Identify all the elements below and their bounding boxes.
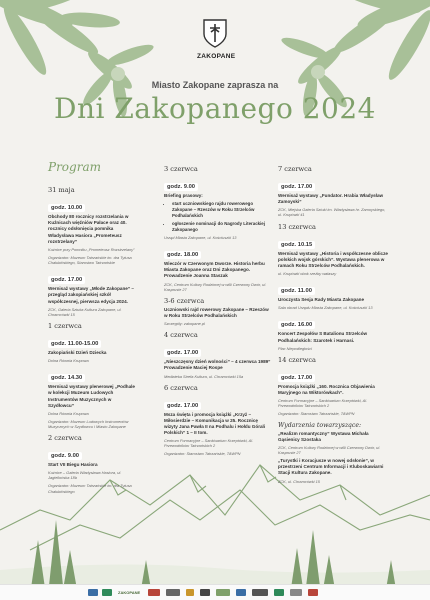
event-location: ZCK, Miejska Galeria Sztuki im. Władysława hr. Zamoyskiego, ul. Krupówki 41 bbox=[278, 207, 386, 218]
program-column-2 bbox=[164, 160, 272, 460]
sponsor-logo bbox=[236, 589, 246, 596]
sponsor-logo-text: ZAKOPANE bbox=[118, 590, 141, 595]
program-column-3 bbox=[278, 160, 388, 487]
event-time: godz. 17.00 bbox=[278, 374, 315, 382]
day-heading: 1 czerwca bbox=[48, 321, 82, 330]
event-location: Kuźnice – Galeria Władysława Hasiora, ul. Jagiellońska 18b bbox=[48, 470, 122, 481]
event-location: Centrum Formacyjne – Sanktuarium Krzeptówki, Al. Przewodników Tatrzańskich 2 bbox=[164, 438, 254, 449]
event-location: Sala obrad Urzędu Miasta Zakopane, ul. Kościuszki 13 bbox=[278, 305, 373, 311]
program-heading: Program bbox=[48, 160, 101, 174]
event-location: Mediateka Strefa Kultura, ul. Chramcówki 15a bbox=[164, 373, 244, 379]
event-description: Uczniowski rajd rowerowy Zakopane – Rzeszów w Roku Strzelców Podhalańskich bbox=[164, 306, 269, 318]
event-description: Wernisaż wystawy „Młode Zakopane” – przegląd zakopiańskiej szkół współczesnej, pierwsza edycja 2024. bbox=[48, 286, 134, 304]
accompanying-events-heading: Wydarzenia towarzyszące: bbox=[278, 421, 362, 429]
briefing-list bbox=[164, 201, 272, 233]
sponsor-logo bbox=[186, 589, 194, 596]
logo-text: ZAKOPANE bbox=[197, 53, 236, 60]
list-item: • start uczniowskiego rajdu rowerowego Zakopane – Rzeszów w Roku Strzelców Podhalańskich bbox=[172, 201, 272, 219]
day-heading: 3 czerwca bbox=[164, 165, 198, 173]
event-location: ZCK, Centrum Kultury Rodzinnej w willi Czerwony Dwór, ul. Kasprusie 27 bbox=[278, 444, 381, 455]
event-description: Msza święta i promocja książki „Krzyż – Miłosierdzie – Komunikacja w 25. Rocznicę wizyty Jana Pawła II na Podhalu i Hołdu Górali Polskich” 1 – II tom. bbox=[164, 411, 266, 436]
event-location: ZCK, Galeria Sztuka Kultura Zakopane, ul. Chramcówki 15 bbox=[48, 306, 122, 317]
day-heading: 4 czerwca bbox=[164, 331, 198, 340]
event-description: „Realizm romantyczny” Wystawa Michała Gąsienicy Szostaka bbox=[278, 430, 369, 442]
day-heading: 14 czerwca bbox=[278, 355, 316, 364]
event-time: godz. 16.00 bbox=[278, 321, 315, 329]
event-description: Wernisaż wystawy „Fundator. Hrabia Władysław Zamoyski” bbox=[278, 193, 384, 205]
sponsor-logo bbox=[252, 589, 268, 596]
event-time: godz. 17.00 bbox=[164, 402, 201, 410]
event-description: Zakopiański Dzień Dziecka bbox=[48, 349, 107, 355]
sponsor-logo bbox=[290, 589, 302, 596]
event-description: Koncert Zespołów S Batalionu Strzelców Podhalańskich: Szarotek i Harnasi. bbox=[278, 331, 368, 343]
sponsor-logo bbox=[148, 589, 160, 596]
event-description: Promocja książki „160. Rocznica Objawienia Maryjnego na Wiktorówkach”. bbox=[278, 383, 375, 396]
sponsor-logo bbox=[102, 589, 112, 596]
city-logo bbox=[197, 18, 236, 60]
event-time: godz. 10.00 bbox=[48, 204, 85, 212]
event-time: godz. 18.00 bbox=[164, 251, 201, 259]
event-location: ZCK, ul. Chramcówki 15 bbox=[278, 478, 320, 484]
event-organizer: Organizator: Muzeum Tatrzańskie im. dra Tytusa Chałubińskiego bbox=[48, 483, 132, 494]
event-organizer: Organizator: Starostwo Tatrzańskie, TAWPN bbox=[164, 451, 241, 457]
sponsor-logo bbox=[308, 589, 318, 596]
event-organizer: Organizator: Starostwo Tatrzańskie, TAWPN bbox=[278, 411, 355, 417]
event-time: godz. 14.30 bbox=[48, 374, 85, 382]
event-time: godz. 17.00 bbox=[278, 183, 315, 191]
program-column-1 bbox=[48, 160, 138, 497]
event-time: godz. 9.00 bbox=[48, 452, 82, 460]
sponsor-bar bbox=[0, 584, 430, 600]
invite-text: Miasto Zakopane zaprasza na bbox=[151, 80, 279, 90]
sponsor-logo bbox=[216, 589, 230, 596]
event-location: Plac Niepodległości bbox=[278, 345, 312, 351]
event-time: godz. 17.00 bbox=[164, 349, 201, 357]
day-heading: 3-6 czerwca bbox=[164, 296, 205, 305]
event-description: Briefing prasowy: bbox=[164, 193, 203, 198]
day-heading: 13 czerwca bbox=[278, 222, 316, 231]
event-organizer: Organizator: Muzeum Ludowych Instrumentów Muzycznych w Szydłowcu i Miasto Zakopane bbox=[48, 418, 129, 430]
event-organizer: Organizator: Muzeum Tatrzańskie im. dra Tytusa Chałubińskiego, Starostwo Tatrzańskie bbox=[48, 255, 132, 266]
event-description: „Nieszczęsny dzień wolności” – 4 czerwca 1989” Prowadzenie Maciej Rospe bbox=[164, 359, 271, 371]
event-location: Urząd Miasta Zakopane, ul. Kościuszki 13 bbox=[164, 234, 237, 240]
page-title: Dni Zakopanego 2024 bbox=[54, 92, 376, 125]
event-description: Wieczór w Czerwonym Dworze. Historia herbu Miasta Zakopane oraz Dni Zakopanego. Prowadzenie Joanna Staszak bbox=[164, 260, 265, 279]
day-heading: 6 czerwca bbox=[164, 383, 198, 392]
event-time: godz. 11.00 bbox=[278, 287, 315, 295]
sponsor-logo bbox=[200, 589, 210, 596]
day-heading: 2 czerwca bbox=[48, 434, 82, 443]
event-time: godz. 9.00 bbox=[164, 183, 198, 191]
event-description: Uroczysta Sesja Rady Miasta Zakopane bbox=[278, 297, 365, 303]
event-location: Kuźnice przy Pomniku „Prometeusz Rozstrzelany” bbox=[48, 246, 135, 252]
sponsor-logo bbox=[88, 589, 98, 596]
event-description: Wernisaż wystawy „Historia i współczesne oblicze polskich wojsk górskich”. Wystawa plenerowa w ramach Roku Strzelców Podhalańskich. bbox=[278, 250, 388, 268]
event-time: godz. 17.00 bbox=[48, 276, 85, 284]
event-time: godz. 10.15 bbox=[278, 241, 315, 249]
event-description: „Turystki i Koracjusze w nowej odsłonie”, w przestrzeni Centrum Informacji i Kluboskawiarni Stacji Kultura Zakopane. bbox=[278, 458, 384, 476]
event-location: ZCK, Centrum Kultury Rodzinnej w willi Czerwony Dwór, ul. Kasprusie 27 bbox=[164, 281, 267, 292]
list-item: • ogłoszenie nominacji do Nagrody Literackiej Zakopanego bbox=[172, 221, 272, 233]
event-location: Dolna Równia Krupowa bbox=[48, 358, 89, 364]
crest-icon bbox=[202, 18, 228, 48]
event-location: Szczegóły: zakopane.pl bbox=[164, 321, 205, 327]
event-location: Dolna Równia Krupowa bbox=[48, 410, 89, 416]
event-location: ul. Krupówki obok rzeźby wałaszy bbox=[278, 271, 337, 277]
event-description: Start VII Biegu Hasiora bbox=[48, 462, 98, 468]
day-heading: 7 czerwca bbox=[278, 165, 312, 173]
event-location: Centrum Formacyjne – Sanktuarium Krzeptówki, Al. Przewodników Tatrzańskich 2 bbox=[278, 398, 368, 409]
event-time: godz. 11.00-15.00 bbox=[48, 340, 101, 348]
day-heading: 31 maja bbox=[48, 186, 75, 194]
event-description: Wernisaż wystawy plenerowej „Podhale w kolekcji Muzeum Ludowych Instrumentów Muzycznych w Szydłowcu” bbox=[48, 384, 135, 408]
sponsor-logo bbox=[274, 589, 284, 596]
event-description: Obchody 80 rocznicy rozstrzelania w Kuźnicach więźniów Pałace oraz 40. rocznicy odsłonięcia pomnika Władysława Hasiora „Prometeusz rozstrzelany” bbox=[48, 214, 129, 244]
sponsor-logo bbox=[166, 589, 180, 596]
